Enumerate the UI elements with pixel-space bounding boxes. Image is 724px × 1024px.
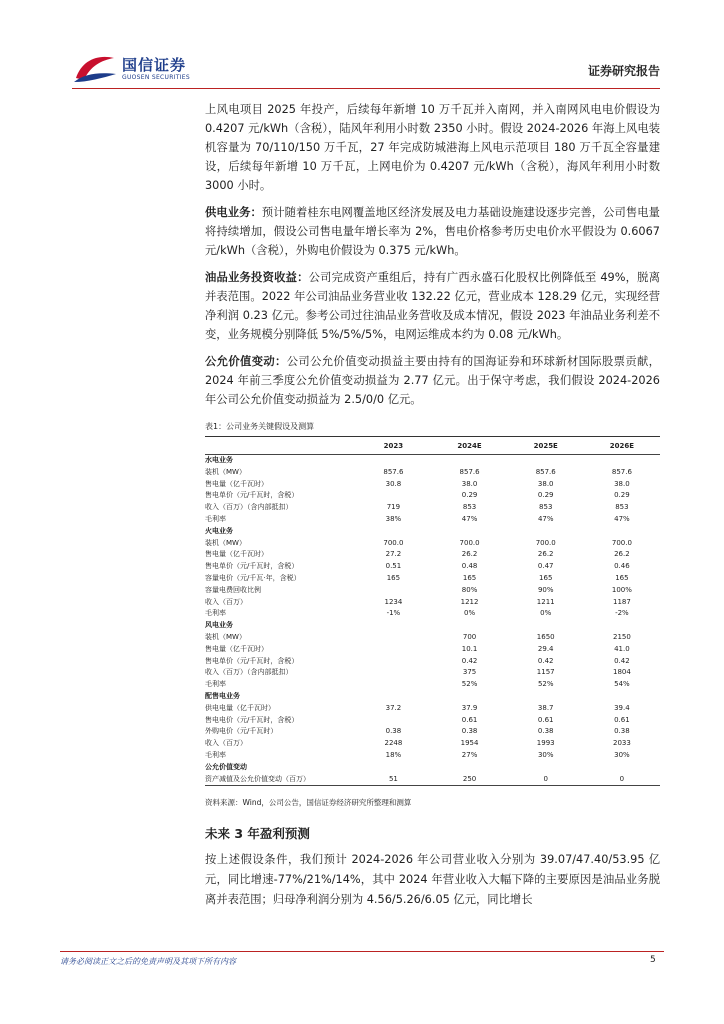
table-section-row (205, 526, 660, 538)
table-cell: 26.2 (461, 550, 478, 559)
table-cell (584, 620, 660, 632)
table-row-label: 售电单价（元/千瓦时，含税） (205, 656, 299, 665)
paragraph-oil (205, 268, 660, 344)
table-row-label: 资产减值及公允价值变动（百万） (205, 774, 355, 786)
table-cell: 165 (386, 573, 401, 582)
paragraph-wind-text: 上风电项目 2025 年投产，后续每年新增 10 万千瓦并入南网，并入南网风电电价假设为 0.4207 元/kWh（含税），陆风年利用小时数 2350 小时。假设 2024-2026 年海上风电装机容量为 70/110/150 万千瓦，27 年完成防城港海上风电示范项目 180 万千瓦全容量建设，后续每年新增 10 万千瓦，上网电价为 0.4207 元/kWh（含税），海风年利用小时数 3000 小时。 (205, 103, 660, 192)
table-cell (431, 455, 507, 467)
paragraph-fair-value-text: 公司公允价值变动损益主要由持有的国海证券和环球新材国际股票贡献，2024 年前三季度公允价值变动损益为 2.77 亿元。出于保守考虑，我们假设 2024-2026 年公司公允价值变动损益为 2.5/0/0 亿元。 (205, 355, 660, 406)
table-cell: 10.1 (461, 644, 478, 653)
table-row-label: 售电单价（元/千瓦时，含税） (205, 491, 299, 500)
table-cell (355, 644, 431, 656)
table-cell: 250 (431, 774, 507, 786)
table-cell: 38.0 (614, 479, 630, 488)
table-cell (584, 455, 660, 467)
table-cell: 2150 (612, 632, 631, 641)
table-row (205, 726, 660, 738)
table-cell: 700.0 (459, 538, 480, 547)
table-cell: 1157 (536, 668, 555, 677)
table-cell: 0% (464, 609, 476, 618)
table-cell: 51 (355, 774, 431, 786)
table-row-label: 火电业务 (205, 526, 233, 535)
table-cell: 1993 (536, 739, 555, 748)
table-cell (355, 620, 431, 632)
table-cell (508, 691, 584, 703)
table-cell: 90% (537, 585, 554, 594)
table-cell (355, 667, 431, 679)
table-row (205, 715, 660, 727)
table-cell: 0.42 (537, 656, 554, 665)
table-row (205, 538, 660, 550)
table-row (205, 750, 660, 762)
table-cell (508, 526, 584, 538)
footer-disclaimer: 请务必阅读正文之后的免责声明及其项下所有内容 (60, 957, 236, 966)
table-cell: 0% (540, 609, 552, 618)
table-cell: 41.0 (614, 644, 630, 653)
table-cell (431, 620, 507, 632)
table-row-label: 公允价值变动 (205, 762, 247, 771)
table-cell (584, 526, 660, 538)
paragraph-oil-text: 公司完成资产重组后，持有广西永盛石化股权比例降低至 49%，脱离并表范围。2022 年公司油品业务营业收 132.22 亿元，营业成本 128.29 亿元，实现经营净利润 0.23 亿元。参考公司过往油品业务营收及成本情况，假设 2023 年油品业务利差不变，业务规模分别降低 5%/5%/5%，电网运维成本约为 0.08 元/kWh。 (205, 271, 660, 341)
table-cell (508, 620, 584, 632)
table-cell: 165 (539, 573, 553, 582)
table-row (205, 667, 660, 679)
table-cell: 0.38 (385, 727, 402, 736)
table-cell (431, 691, 507, 703)
table-cell: 700.0 (611, 538, 632, 547)
table-section-row (205, 620, 660, 632)
paragraph-fair-value (205, 352, 660, 409)
table-row (205, 514, 660, 526)
table-row (205, 549, 660, 561)
table-cell (431, 762, 507, 774)
table-top-rule (205, 436, 660, 437)
table-row-label: 售电单价（元/千瓦时，含税） (205, 562, 299, 571)
table-cell: 857.6 (611, 467, 632, 476)
table-cell: 29.4 (537, 644, 554, 653)
table-row (205, 632, 660, 644)
table-cell: 47% (614, 514, 630, 523)
table-cell: 1187 (612, 597, 631, 606)
table-cell: 0.46 (614, 562, 630, 571)
paragraph-fair-value-lead: 公允价值变动： (205, 355, 287, 368)
table-cell (508, 762, 584, 774)
table-cell: 27% (461, 750, 478, 759)
table-cell (355, 632, 431, 644)
header-divider (72, 88, 660, 89)
table-cell: 30% (614, 750, 630, 759)
table-cell: 18% (385, 750, 402, 759)
table-cell: 47% (461, 514, 478, 523)
table-row-label: 售电电价（元/千瓦时，含税） (205, 715, 299, 724)
table-header-2025e: 2025E (508, 440, 584, 455)
table-cell: 0.29 (614, 491, 630, 500)
table-caption: 表1：公司业务关键假设及测算 (205, 422, 315, 431)
table-cell: 80% (461, 585, 478, 594)
table-cell: 39.4 (614, 703, 630, 712)
table-row-label: 毛利率 (205, 514, 226, 523)
table-row (205, 502, 660, 514)
table-cell: 375 (462, 668, 477, 677)
paragraph-power-supply (205, 203, 660, 260)
paragraph-power-supply-text: 预计随着桂东电网覆盖地区经济发展及电力基础设施建设逐步完善，公司售电量将持续增加，假设公司售电量年增长率为 2%，售电价格参考历史电价水平假设为 0.6067 元/kWh（含税），外购电价假设为 0.375 元/kWh。 (205, 206, 660, 257)
table-section-row (205, 691, 660, 703)
table-row (205, 703, 660, 715)
table-header-label (205, 440, 355, 455)
table-row-label: 风电业务 (205, 621, 233, 630)
table-cell: 700.0 (383, 538, 404, 547)
logo-chinese: 国信证券 (122, 56, 187, 74)
table-cell: 719 (386, 503, 401, 512)
table-cell (355, 762, 431, 774)
table-cell (584, 691, 660, 703)
table-cell (355, 679, 431, 691)
table-row-label: 配售电业务 (205, 691, 240, 700)
table-cell: 38.0 (537, 479, 554, 488)
table-cell: 2248 (384, 739, 403, 748)
table-cell: 0.42 (461, 656, 478, 665)
table-row-label: 售电量（亿千瓦时） (205, 479, 268, 488)
table-cell: 47% (537, 514, 554, 523)
table-header-2026e: 2026E (584, 440, 660, 455)
table-row-label: 外购电价（元/千瓦时） (205, 727, 278, 736)
footer-divider (60, 951, 664, 952)
table-cell: 0.38 (614, 727, 630, 736)
table-row-label: 毛利率 (205, 680, 226, 689)
guosen-logo (72, 52, 212, 88)
table-cell: 30% (537, 750, 554, 759)
table-cell: 1650 (536, 632, 555, 641)
page-header (72, 52, 660, 88)
table-cell: 1212 (460, 597, 479, 606)
table-cell: 165 (462, 573, 477, 582)
table-cell: 0.61 (537, 715, 554, 724)
table-cell: -1% (386, 609, 401, 618)
table-cell (355, 691, 431, 703)
paragraph-oil-lead: 油品业务投资收益： (205, 271, 309, 284)
table-header-2024e: 2024E (431, 440, 507, 455)
table-cell (355, 585, 431, 597)
page-number: 5 (650, 955, 656, 965)
table-row (205, 479, 660, 491)
table-cell: 165 (615, 573, 629, 582)
table-row (205, 561, 660, 573)
logo-english: GUOSEN SECURITIES (122, 74, 191, 81)
table-row-label: 容量电价（元/千瓦·年，含税） (205, 573, 301, 582)
table-row (205, 597, 660, 609)
table-cell: 52% (461, 680, 478, 689)
table-cell: 0.47 (537, 562, 554, 571)
table-cell (584, 762, 660, 774)
table-row-label: 售电量（亿千瓦时） (205, 644, 268, 653)
table-row (205, 774, 660, 786)
table-cell: 1234 (384, 597, 403, 606)
table-cell: 1954 (460, 739, 479, 748)
table-row-label: 装机（MW） (205, 632, 246, 641)
table-row-label: 售电量（亿千瓦时） (205, 550, 268, 559)
paragraph-wind (205, 100, 660, 195)
table-cell: 857.6 (459, 467, 480, 476)
table-row (205, 490, 660, 502)
table-cell: -2% (615, 609, 629, 618)
table-row (205, 656, 660, 668)
table-cell: 857.6 (383, 467, 404, 476)
table-section-row (205, 762, 660, 774)
table-cell: 0.61 (614, 715, 630, 724)
table-cell: 1804 (612, 668, 631, 677)
paragraph-forecast: 按上述假设条件，我们预计 2024-2026 年公司营业收入分别为 39.07/47.40/53.95 亿元，同比增速-77%/21%/14%，其中 2024 年营业收入大幅下降的主要原因是油品业务脱离并表范围；归母净利润分别为 4.56/5.26/6.05 亿元，同比增长 (205, 853, 660, 906)
table-source: 资料来源：Wind，公司公告，国信证券经济研究所整理和测算 (205, 798, 412, 807)
table-header-2023: 2023 (355, 440, 431, 455)
table-cell: 0 (508, 774, 584, 786)
table-cell: 0.61 (461, 715, 478, 724)
table-cell: 857.6 (535, 467, 556, 476)
body-text (205, 100, 660, 417)
table-row (205, 585, 660, 597)
forecast-text (205, 850, 660, 918)
table-cell: 27.2 (385, 550, 402, 559)
table-cell: 853 (462, 503, 477, 512)
table-row (205, 467, 660, 479)
table-cell: 54% (614, 680, 630, 689)
table-row-label: 收入（百万） (205, 597, 247, 606)
table-row-label: 收入（百万）（含内部抵扣） (205, 668, 293, 677)
table-cell (431, 526, 507, 538)
table-cell: 0.38 (461, 727, 478, 736)
table-cell (355, 656, 431, 668)
table-cell: 37.2 (385, 703, 402, 712)
table-cell: 38.0 (461, 479, 478, 488)
table-cell (355, 455, 431, 467)
table-row-label: 水电业务 (205, 456, 233, 464)
table-section-row (205, 455, 660, 467)
table-cell: 0.29 (461, 491, 478, 500)
table-cell (355, 715, 431, 727)
table-row (205, 738, 660, 750)
table-row-label: 容量电费回收比例 (205, 585, 261, 594)
table-cell: 0.51 (385, 562, 402, 571)
table-row-label: 收入（百万） (205, 739, 247, 748)
table-cell: 0.48 (461, 562, 478, 571)
table-cell: 100% (611, 585, 632, 594)
table-row (205, 679, 660, 691)
table-cell: 0.29 (537, 491, 554, 500)
table-row-label: 装机（MW） (205, 538, 246, 547)
paragraph-power-supply-lead: 供电业务： (205, 206, 262, 219)
table-cell: 1211 (536, 597, 555, 606)
table-row-label: 装机（MW） (205, 467, 246, 476)
table-cell (355, 490, 431, 502)
table-cell: 26.2 (614, 550, 630, 559)
guosen-logo-icon (72, 52, 118, 84)
table-row-label: 毛利率 (205, 750, 226, 759)
table-cell: 700.0 (535, 538, 556, 547)
table-cell: 38% (385, 514, 402, 523)
table-row-label: 毛利率 (205, 609, 226, 618)
table-cell: 853 (539, 503, 553, 512)
table-cell: 30.8 (385, 479, 402, 488)
table-header-row (205, 440, 660, 455)
table-cell: 52% (537, 680, 554, 689)
table-row (205, 573, 660, 585)
table-cell: 853 (615, 503, 629, 512)
table-cell (508, 455, 584, 467)
table-cell: 0.42 (614, 656, 630, 665)
table-row-label: 收入（百万）（含内部抵扣） (205, 503, 293, 512)
table-row (205, 608, 660, 620)
table-cell: 0 (584, 774, 660, 786)
table-cell: 700 (462, 632, 477, 641)
table-cell: 26.2 (537, 550, 554, 559)
section-title: 未来 3 年盈利预测 (205, 826, 310, 841)
report-type: 证券研究报告 (587, 64, 660, 78)
table-cell (355, 526, 431, 538)
table-cell: 2033 (612, 739, 631, 748)
table-cell: 0.38 (537, 727, 554, 736)
assumptions-table (205, 440, 660, 786)
table-cell: 38.7 (537, 703, 554, 712)
table-row-label: 供电电量（亿千瓦时） (205, 703, 275, 712)
table-row (205, 644, 660, 656)
table-cell: 37.9 (461, 703, 478, 712)
